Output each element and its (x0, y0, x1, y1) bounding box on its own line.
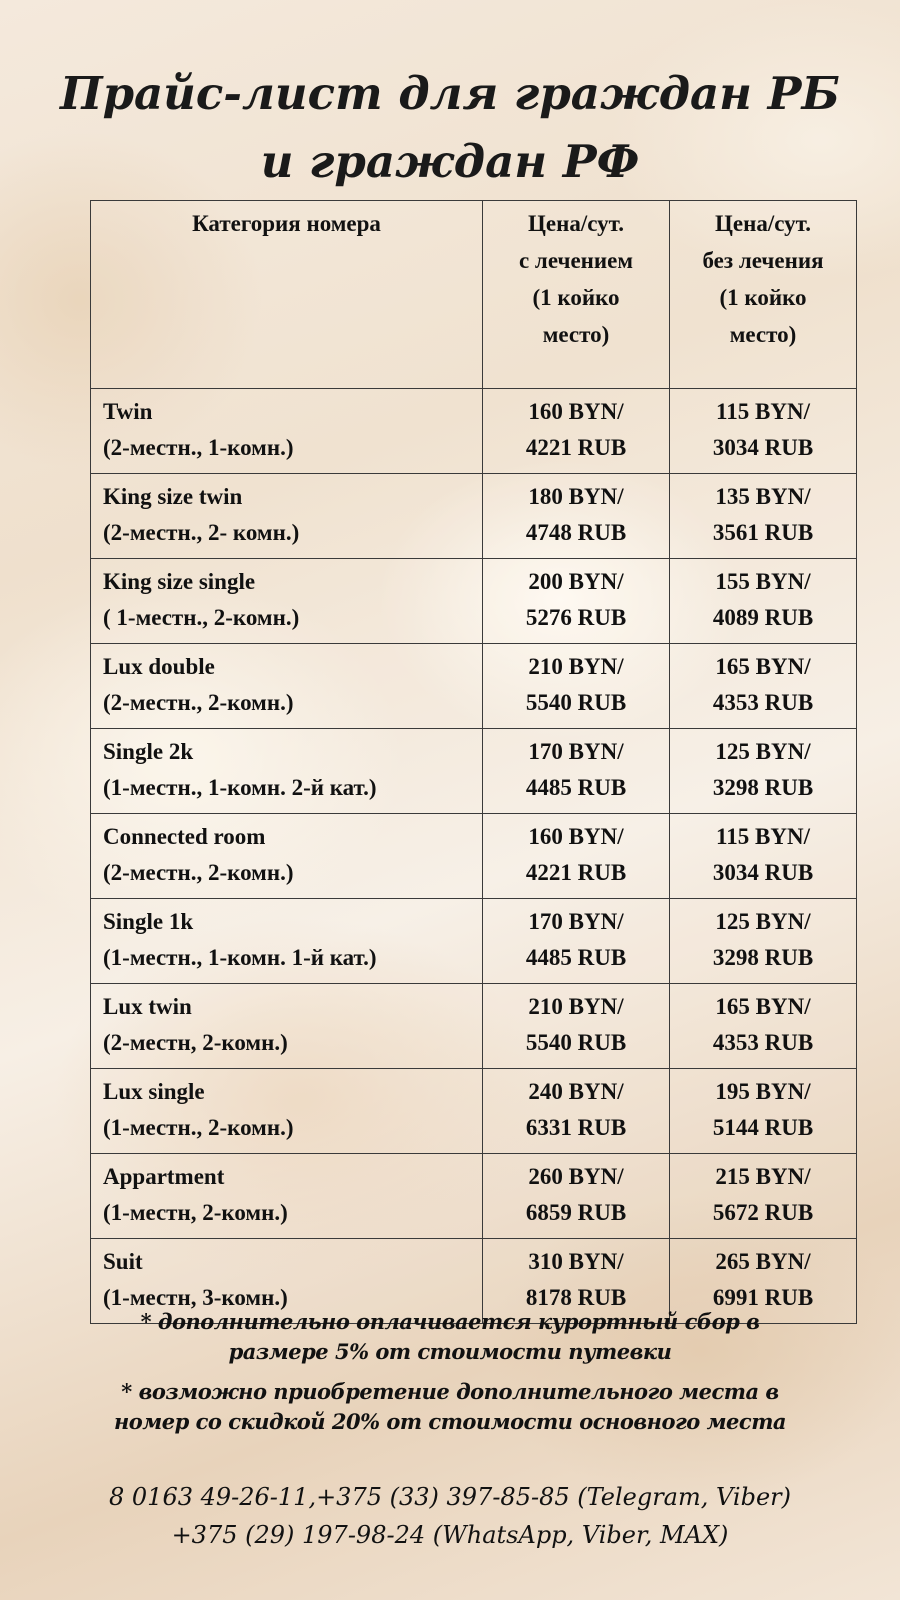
table-row (91, 1154, 857, 1239)
room-name: Connected room (103, 824, 266, 849)
room-name: Single 1k (103, 909, 194, 934)
room-category-cell (91, 984, 483, 1069)
price-byn: 240 BYN/ (528, 1079, 624, 1104)
price-rub: 6859 RUB (525, 1200, 627, 1225)
room-name: Lux single (103, 1079, 205, 1104)
table-header-row (91, 201, 857, 389)
price-without-treatment-cell (670, 474, 857, 559)
header-without-line: без лечения (702, 248, 824, 273)
price-with-treatment-cell (483, 984, 670, 1069)
room-description: ( 1-местн., 2-комн.) (103, 605, 300, 630)
price-byn: 160 BYN/ (528, 824, 624, 849)
price-rub: 4485 RUB (525, 775, 627, 800)
price-rub: 6331 RUB (525, 1115, 627, 1140)
price-rub: 5540 RUB (525, 1030, 627, 1055)
price-byn: 115 BYN/ (716, 824, 810, 849)
price-rub: 3561 RUB (712, 520, 814, 545)
room-description: (2-местн, 2-комн.) (103, 1030, 288, 1055)
header-category-label: Категория номера (192, 211, 381, 236)
room-category-cell (91, 559, 483, 644)
price-with-treatment-cell (483, 1069, 670, 1154)
room-description: (1-местн., 2-комн.) (103, 1115, 294, 1140)
price-table-body (91, 389, 857, 1324)
room-description: (1-местн., 1-комн. 2-й кат.) (103, 775, 377, 800)
price-rub: 4353 RUB (712, 1030, 814, 1055)
table-row (91, 899, 857, 984)
room-name: Suit (103, 1249, 143, 1274)
price-rub: 3034 RUB (712, 435, 814, 460)
price-rub: 4485 RUB (525, 945, 627, 970)
price-with-treatment-cell (483, 559, 670, 644)
header-with-treatment (483, 201, 670, 389)
price-without-treatment-cell (670, 899, 857, 984)
price-rub: 3298 RUB (712, 945, 814, 970)
price-rub: 5276 RUB (525, 605, 627, 630)
room-category-cell (91, 1069, 483, 1154)
price-without-treatment-cell (670, 389, 857, 474)
room-category-cell (91, 389, 483, 474)
room-name: King size twin (103, 484, 243, 509)
price-byn: 210 BYN/ (528, 994, 624, 1019)
price-rub: 4353 RUB (712, 690, 814, 715)
room-category-cell (91, 644, 483, 729)
room-category-cell (91, 814, 483, 899)
price-without-treatment-cell (670, 1069, 857, 1154)
price-rub: 4221 RUB (525, 860, 627, 885)
price-without-treatment-cell (670, 559, 857, 644)
price-byn: 195 BYN/ (715, 1079, 811, 1104)
price-rub: 4748 RUB (525, 520, 627, 545)
header-without-line: (1 койко (719, 285, 807, 310)
price-byn: 135 BYN/ (715, 484, 811, 509)
header-with-line: (1 койко (532, 285, 620, 310)
header-category (91, 201, 483, 389)
room-category-cell (91, 729, 483, 814)
room-category-cell (91, 1154, 483, 1239)
contacts (0, 1478, 900, 1554)
price-byn: 165 BYN/ (715, 994, 811, 1019)
price-rub: 3298 RUB (712, 775, 814, 800)
price-rub: 5540 RUB (525, 690, 627, 715)
price-with-treatment-cell (483, 474, 670, 559)
price-with-treatment-cell (483, 644, 670, 729)
header-without-line: место) (729, 322, 797, 347)
room-description: (2-местн., 1-комн.) (103, 435, 294, 460)
price-rub: 3034 RUB (712, 860, 814, 885)
note-line: * возможно приобретение дополнительного места в (121, 1379, 779, 1404)
header-with-line: с лечением (518, 248, 634, 273)
header-without-treatment (670, 201, 857, 389)
price-rub: 6991 RUB (712, 1285, 814, 1310)
room-name: Lux twin (103, 994, 192, 1019)
price-without-treatment-cell (670, 984, 857, 1069)
price-byn: 310 BYN/ (528, 1249, 624, 1274)
price-with-treatment-cell (483, 1154, 670, 1239)
contact-line-messengers: +375 (29) 197-98-24 (WhatsApp, Viber, MAX) (171, 1521, 729, 1549)
note-line: размере 5% от стоимости путевки (228, 1339, 672, 1364)
room-name: King size single (103, 569, 256, 594)
table-row (91, 474, 857, 559)
table-row (91, 984, 857, 1069)
table-row (91, 644, 857, 729)
price-byn: 210 BYN/ (528, 654, 624, 679)
price-byn: 200 BYN/ (528, 569, 624, 594)
price-byn: 260 BYN/ (528, 1164, 624, 1189)
price-byn: 180 BYN/ (528, 484, 624, 509)
table-row (91, 389, 857, 474)
room-name: Single 2k (103, 739, 194, 764)
header-with-line: место) (542, 322, 610, 347)
room-description: (2-местн., 2-комн.) (103, 690, 294, 715)
header-without-line: Цена/сут. (715, 211, 811, 236)
price-byn: 215 BYN/ (715, 1164, 811, 1189)
room-description: (1-местн., 1-комн. 1-й кат.) (103, 945, 377, 970)
note-extra-bed (0, 1377, 900, 1437)
note-resort-fee (0, 1307, 900, 1367)
note-line: номер со скидкой 20% от стоимости основного места (113, 1409, 787, 1434)
table-row (91, 814, 857, 899)
contact-line-phones: 8 0163 49-26-11,+375 (33) 397-85-85 (Telegram, Viber) (109, 1483, 791, 1511)
room-name: Lux double (103, 654, 215, 679)
table-row (91, 729, 857, 814)
header-with-line: Цена/сут. (528, 211, 624, 236)
room-description: (1-местн, 3-комн.) (103, 1285, 288, 1310)
table-row (91, 1069, 857, 1154)
price-byn: 125 BYN/ (715, 909, 811, 934)
price-with-treatment-cell (483, 899, 670, 984)
price-rub: 4089 RUB (712, 605, 814, 630)
price-without-treatment-cell (670, 814, 857, 899)
price-byn: 170 BYN/ (528, 739, 624, 764)
table-row (91, 559, 857, 644)
price-table (90, 200, 857, 1324)
room-description: (2-местн., 2- комн.) (103, 520, 300, 545)
price-byn: 160 BYN/ (528, 399, 624, 424)
room-category-cell (91, 899, 483, 984)
title-line-1: Прайс-лист для граждан РБ (60, 67, 840, 120)
price-byn: 165 BYN/ (715, 654, 811, 679)
note-line: * дополнительно оплачивается курортный сбор в (140, 1309, 760, 1334)
page-title (0, 60, 900, 196)
price-with-treatment-cell (483, 729, 670, 814)
title-line-2: и граждан РФ (260, 135, 640, 188)
room-name: Appartment (103, 1164, 225, 1189)
price-byn: 265 BYN/ (715, 1249, 811, 1274)
room-description: (2-местн., 2-комн.) (103, 860, 294, 885)
price-without-treatment-cell (670, 729, 857, 814)
room-description: (1-местн, 2-комн.) (103, 1200, 288, 1225)
price-byn: 155 BYN/ (715, 569, 811, 594)
price-with-treatment-cell (483, 814, 670, 899)
price-without-treatment-cell (670, 1154, 857, 1239)
price-rub: 4221 RUB (525, 435, 627, 460)
price-with-treatment-cell (483, 389, 670, 474)
room-name: Twin (103, 399, 153, 424)
room-category-cell (91, 474, 483, 559)
price-byn: 125 BYN/ (715, 739, 811, 764)
price-rub: 5672 RUB (712, 1200, 814, 1225)
price-without-treatment-cell (670, 644, 857, 729)
price-rub: 8178 RUB (525, 1285, 627, 1310)
price-rub: 5144 RUB (712, 1115, 814, 1140)
price-byn: 170 BYN/ (528, 909, 624, 934)
price-byn: 115 BYN/ (716, 399, 810, 424)
